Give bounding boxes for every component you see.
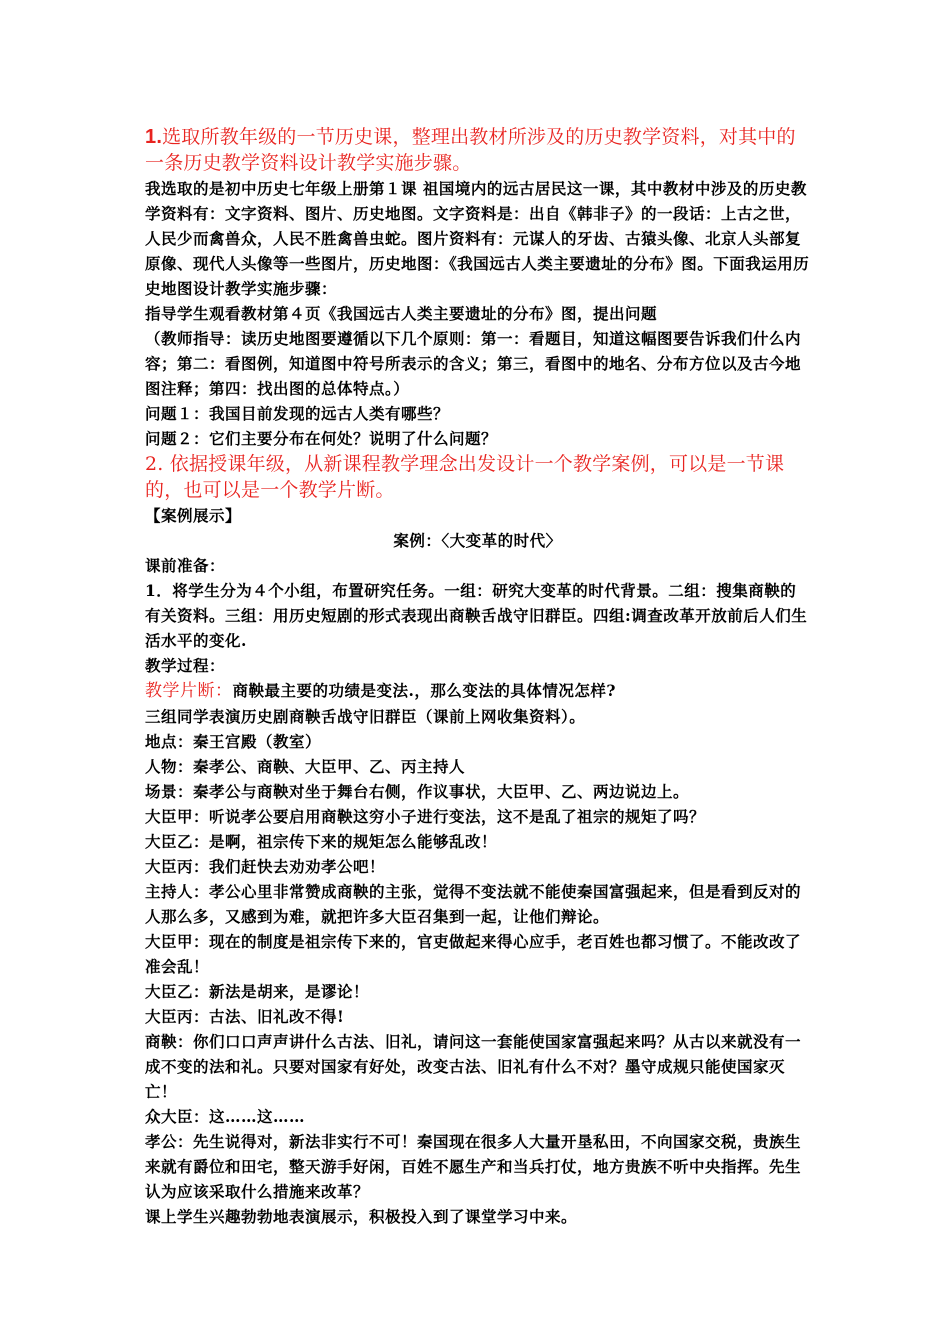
fragment-label: 教学片断： [145,681,233,701]
script-line: 孝公：先生说得对，新法非实行不可！秦国现在很多人大量开垦私田，不向国家交税，贵族生来就有爵位和田宅，整天游手好闲，百姓不愿生产和当兵打仗，地方贵族不听中央指挥。先生认为应该采取什么措施来改革？ [145,1132,802,1201]
case-label: 【案例展示】 [145,506,242,525]
script-line: 大臣丙：我们赶快去劝劝孝公吧！ [145,857,386,876]
script-line: 大臣乙：是啊，祖宗传下来的规矩怎么能够乱改！ [145,832,498,851]
question-2: 问题２：它们主要分布在何处？说明了什么问题？ [145,429,498,448]
section2-heading: 2. 依据授课年级，从新课程教学理念出发设计一个教学案例，可以是一节课的，也可以是一个教学片断。 [145,453,785,501]
section1-intro: 我选取的是初中历史七年级上册第１课 祖国境内的远古居民这一课，其中教材中涉及的历史教学资料有：文字资料、图片、历史地图。文字资料是：出自《韩非子》的一段话：上古之世，人民少而禽兽众，人民不胜禽兽虫蛇。图片资料有：元谋人的牙齿、古猿头像、北京人头部复原像、现代人头像等一些图片，历史地图：《我国远古人类主要遗址的分布》图。下面我运用历史地图设计教学实施步骤： [145,179,810,298]
fragment-text: 商鞅最主要的功绩是变法.，那么变法的具体情况怎样? [232,681,616,700]
section1-heading [145,124,810,176]
script-line: 大臣甲：现在的制度是祖宗传下来的，官吏做起来得心应手，老百姓也都习惯了。不能改改了准会乱！ [145,932,802,976]
script-line: 大臣乙：新法是胡来，是谬论！ [145,982,370,1001]
section1-heading-number: 1. [145,126,163,148]
case-title: 案例：〈大变革的时代〉 [393,531,562,550]
script-line: 主持人：孝公心里非常赞成商鞅的主张，觉得不变法就不能使秦国富强起来，但是看到反对的人那么多，又感到为难，就把许多大臣召集到一起，让他们辩论。 [145,882,802,926]
script-line: 商鞅：你们口口声声讲什么古法、旧礼，请问这一套能使国家富强起来吗？从古以来就没有一成不变的法和礼。只要对国家有好处，改变古法、旧礼有什么不对？墨守成规只能使国家灭亡！ [145,1032,802,1101]
prep-text: 1．将学生分为４个小组，布置研究任务。一组：研究大变革的时代背景。二组：搜集商鞅的有关资料。三组：用历史短剧的形式表现出商鞅舌战守旧群臣。四组:调查改革开放前后人们生活水平的变化. [145,581,808,650]
document-page [145,124,810,1229]
script-line: 场景：秦孝公与商鞅对坐于舞台右侧，作议事状，大臣甲、乙、两边说边上。 [145,782,690,801]
fragment-paragraph [145,678,810,704]
section1-heading-text: 选取所教年级的一节历史课，整理出教材所涉及的历史教学资料，对其中的一条历史教学资料设计教学实施步骤。 [145,126,796,174]
script-line: 三组同学表演历史剧商鞅舌战守旧群臣（课前上网收集资料）。 [145,707,586,726]
process-label: 教学过程： [145,656,226,675]
question-1: 问题１：我国目前发现的远古人类有哪些？ [145,404,450,423]
script-line: 众大臣：这……这…… [145,1107,306,1126]
section1-step: 指导学生观看教材第４页《我国远古人类主要遗址的分布》图，提出问题 [145,304,658,323]
script-line: 大臣丙：古法、旧礼改不得! [145,1007,345,1026]
prep-label: 课前准备： [145,556,226,575]
teacher-guide: （教师指导：读历史地图要遵循以下几个原则：第一：看题目，知道这幅图要告诉我们什么内容；第二：看图例，知道图中符号所表示的含义；第三，看图中的地名、分布方位以及古今地图注释；第四：找出图的总体特点。） [145,329,802,398]
script-line: 课上学生兴趣勃勃地表演展示，积极投入到了课堂学习中来。 [145,1207,578,1226]
script-line: 大臣甲：听说孝公要启用商鞅这穷小子进行变法，这不是乱了祖宗的规矩了吗？ [145,807,706,826]
script-line: 地点：秦王宫殿（教室） [145,732,322,751]
script-line: 人物：秦孝公、商鞅、大臣甲、乙、丙主持人 [145,757,466,776]
